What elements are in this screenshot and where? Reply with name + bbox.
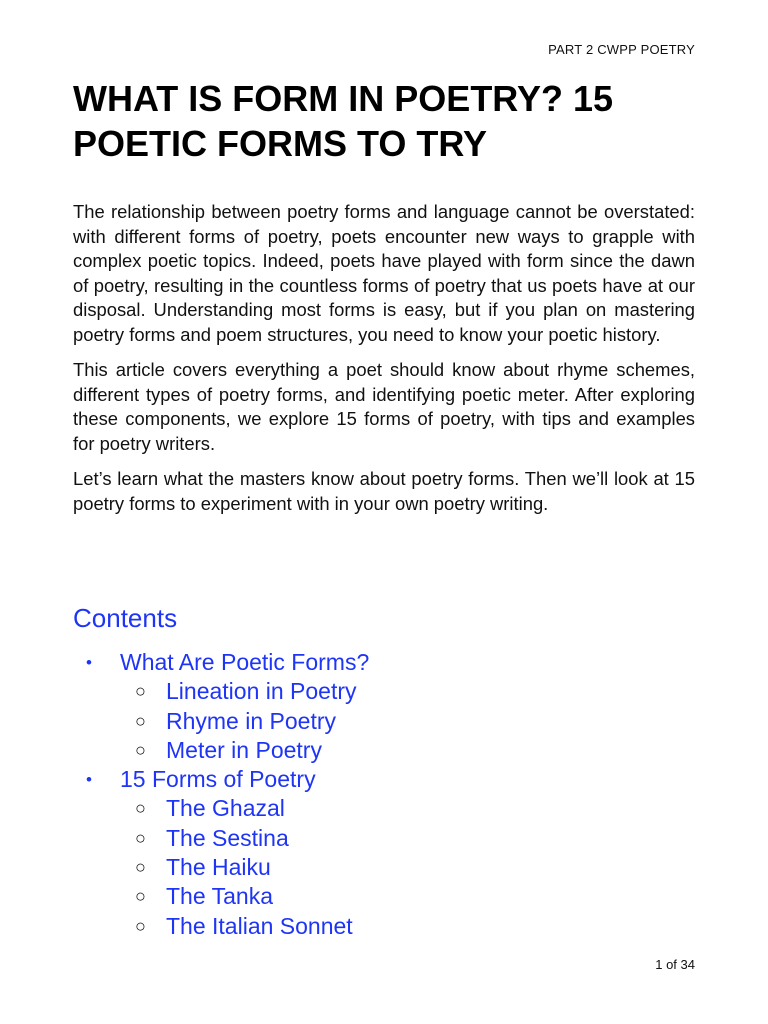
toc-item-15-forms-of-poetry (73, 765, 695, 794)
toc-item-meter-in-poetry (73, 736, 695, 765)
toc-item-the-tanka (73, 882, 695, 911)
toc-link-what-are-poetic-forms[interactable]: What Are Poetic Forms? (120, 649, 370, 675)
toc-link-the-italian-sonnet[interactable]: The Italian Sonnet (166, 912, 353, 939)
toc-link-the-tanka[interactable]: The Tanka (166, 883, 273, 910)
page-number: 1 of 34 (655, 957, 695, 972)
toc-item-the-italian-sonnet (73, 912, 695, 941)
circle-bullet-icon: ○ (135, 798, 146, 819)
page-title: WHAT IS FORM IN POETRY? 15 POETIC FORMS TO TRY (73, 78, 614, 164)
bullet-icon: • (86, 770, 92, 790)
bullet-icon: • (86, 653, 92, 672)
circle-bullet-icon: ○ (135, 739, 146, 760)
toc-link-the-ghazal[interactable]: The Ghazal (166, 795, 285, 822)
intro-paragraph: This article covers everything a poet should know about rhyme schemes, different types of poetry forms, and identifying poetic meter. After exploring these components, we explore 15 forms of poetry, with tips and examples for poetry writers. (73, 359, 695, 454)
running-header: PART 2 CWPP POETRY (548, 42, 695, 57)
toc-item-lineation-in-poetry (73, 677, 695, 706)
toc-item-the-sestina (73, 824, 695, 853)
toc-link-lineation-in-poetry[interactable]: Lineation in Poetry (166, 678, 357, 705)
table-of-contents (73, 648, 695, 941)
toc-link-the-sestina[interactable]: The Sestina (166, 824, 289, 851)
circle-bullet-icon: ○ (135, 710, 146, 731)
intro-paragraph: Let’s learn what the masters know about poetry forms. Then we’ll look at 15 poetry forms to experiment with in your own poetry writing. (73, 468, 695, 514)
toc-item-what-are-poetic-forms (73, 648, 695, 677)
toc-link-meter-in-poetry[interactable]: Meter in Poetry (166, 736, 322, 763)
toc-item-rhyme-in-poetry (73, 707, 695, 736)
circle-bullet-icon: ○ (135, 827, 146, 848)
toc-item-the-ghazal (73, 794, 695, 823)
toc-item-the-haiku (73, 853, 695, 882)
toc-link-rhyme-in-poetry[interactable]: Rhyme in Poetry (166, 707, 337, 734)
toc-link-the-haiku[interactable]: The Haiku (166, 854, 271, 881)
circle-bullet-icon: ○ (135, 915, 146, 936)
circle-bullet-icon: ○ (135, 857, 146, 878)
circle-bullet-icon: ○ (135, 681, 146, 702)
intro-body (73, 200, 695, 527)
intro-paragraph: The relationship between poetry forms and language cannot be overstated: with different forms of poetry, poets encounter new ways to grapple with complex poetic topics. Indeed, poets have played with form since the dawn of poetry, resulting in the countless forms of poetry that us poets have at our disposal. Understanding most forms is easy, but if you plan on mastering poetry forms and poem structures, you need to know your poetic history. (73, 201, 695, 345)
toc-link-15-forms-of-poetry[interactable]: 15 Forms of Poetry (120, 766, 316, 793)
contents-heading: Contents (73, 603, 178, 633)
circle-bullet-icon: ○ (135, 886, 146, 907)
